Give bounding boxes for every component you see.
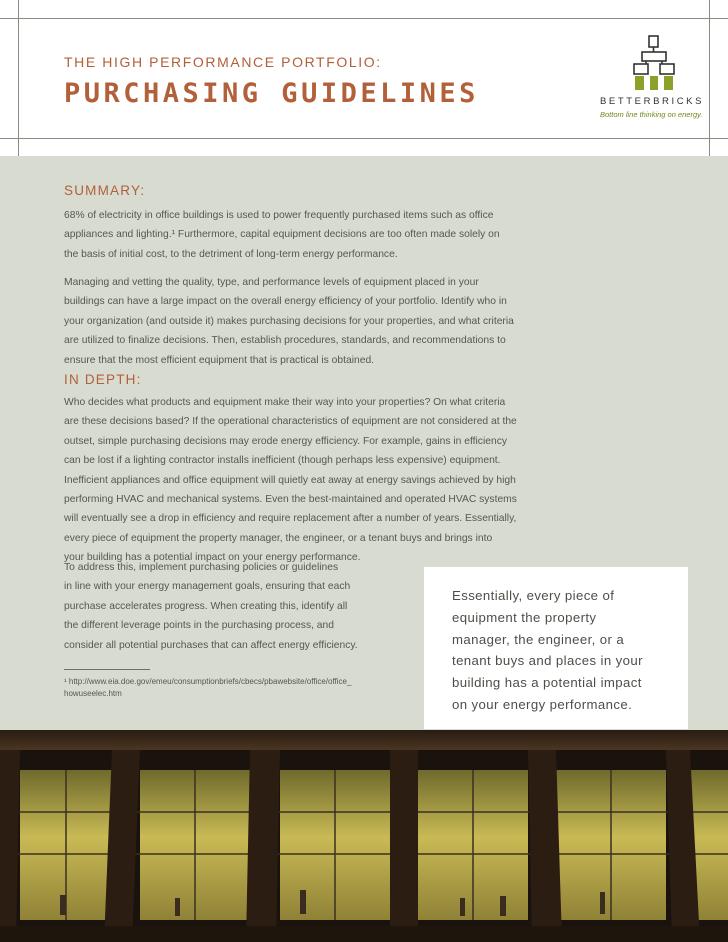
summary-paragraph-1: 68% of electricity in office buildings is used to power frequently purchased items such as office appliances and lighting.¹ Furthermore, capital equipment decisions are too often made solely on the basis of initial cost, to the detriment of long-term energy performance. (64, 210, 500, 260)
frame-rule-left (18, 0, 19, 156)
footnote: ¹ http://www.eia.doe.gov/emeu/consumptionbriefs/cbecs/pbawebsite/office/office_ howuseelec.htm (64, 677, 352, 698)
betterbricks-logo (600, 34, 710, 124)
building-photo (0, 730, 728, 942)
pull-quote-box (424, 567, 688, 729)
logo-wordmark: BETTERBRICKS (600, 96, 705, 107)
logo-tagline: Bottom line thinking on energy. (600, 110, 703, 119)
summary-paragraph-2: Managing and vetting the quality, type, and performance levels of equipment placed in your buildings can have a large impact on the overall energy efficiency of your portfolio. Identify who in your organization (and outside it) makes purchasing decisions for your properties, and what criteria are utilized to finalize decisions. Then, establish procedures, standards, and recommendations to ensure that the most efficient equipment that is practical is obtained. (64, 277, 514, 366)
pull-quote: Essentially, every piece of equipment the property manager, the engineer, or a tenant buys and places in your building has a potential impact on your energy performance. (452, 588, 643, 712)
bricks-logo-icon (600, 34, 710, 94)
photo-ground (0, 926, 728, 942)
in-depth-paragraph-1: Who decides what products and equipment make their way into your properties? On what criteria are these decisions based? If the operational characteristics of equipment are not considered at the outset, simple purchasing decisions may erode energy efficiency. For example, gains in efficiency can be lost if a lighting contractor installs inefficient (though perhaps less expensive) equipment. Inefficient appliances and office equipment will quietly eat away at energy savings achieved by high performing HVAC and mechanical systems. Even the best-maintained and operated HVAC systems will eventually see a drop in efficiency and require replacement after a number of years. Essentially, every piece of equipment the property manager, the engineer, or a tenant buys and brings into your building has a potential impact on your energy performance. (64, 397, 517, 564)
frame-rule-top (0, 18, 728, 19)
series-eyebrow: THE HIGH PERFORMANCE PORTFOLIO: (64, 54, 382, 70)
in-depth-paragraph-2: To address this, implement purchasing policies or guidelines in line with your energy management goals, ensuring that each purchase accelerates progress. When creating this, identify all the different leverage points in the purchasing process, and consider all potential purchases that can affect energy efficiency. (64, 562, 358, 651)
in-depth-heading: IN DEPTH: (64, 372, 142, 387)
header-band (0, 0, 728, 156)
summary-heading: SUMMARY: (64, 183, 146, 198)
page-title: PURCHASING GUIDELINES (64, 78, 479, 109)
photo-roofline (0, 730, 728, 750)
frame-rule-bottom (0, 138, 728, 139)
footnote-rule (64, 669, 150, 670)
